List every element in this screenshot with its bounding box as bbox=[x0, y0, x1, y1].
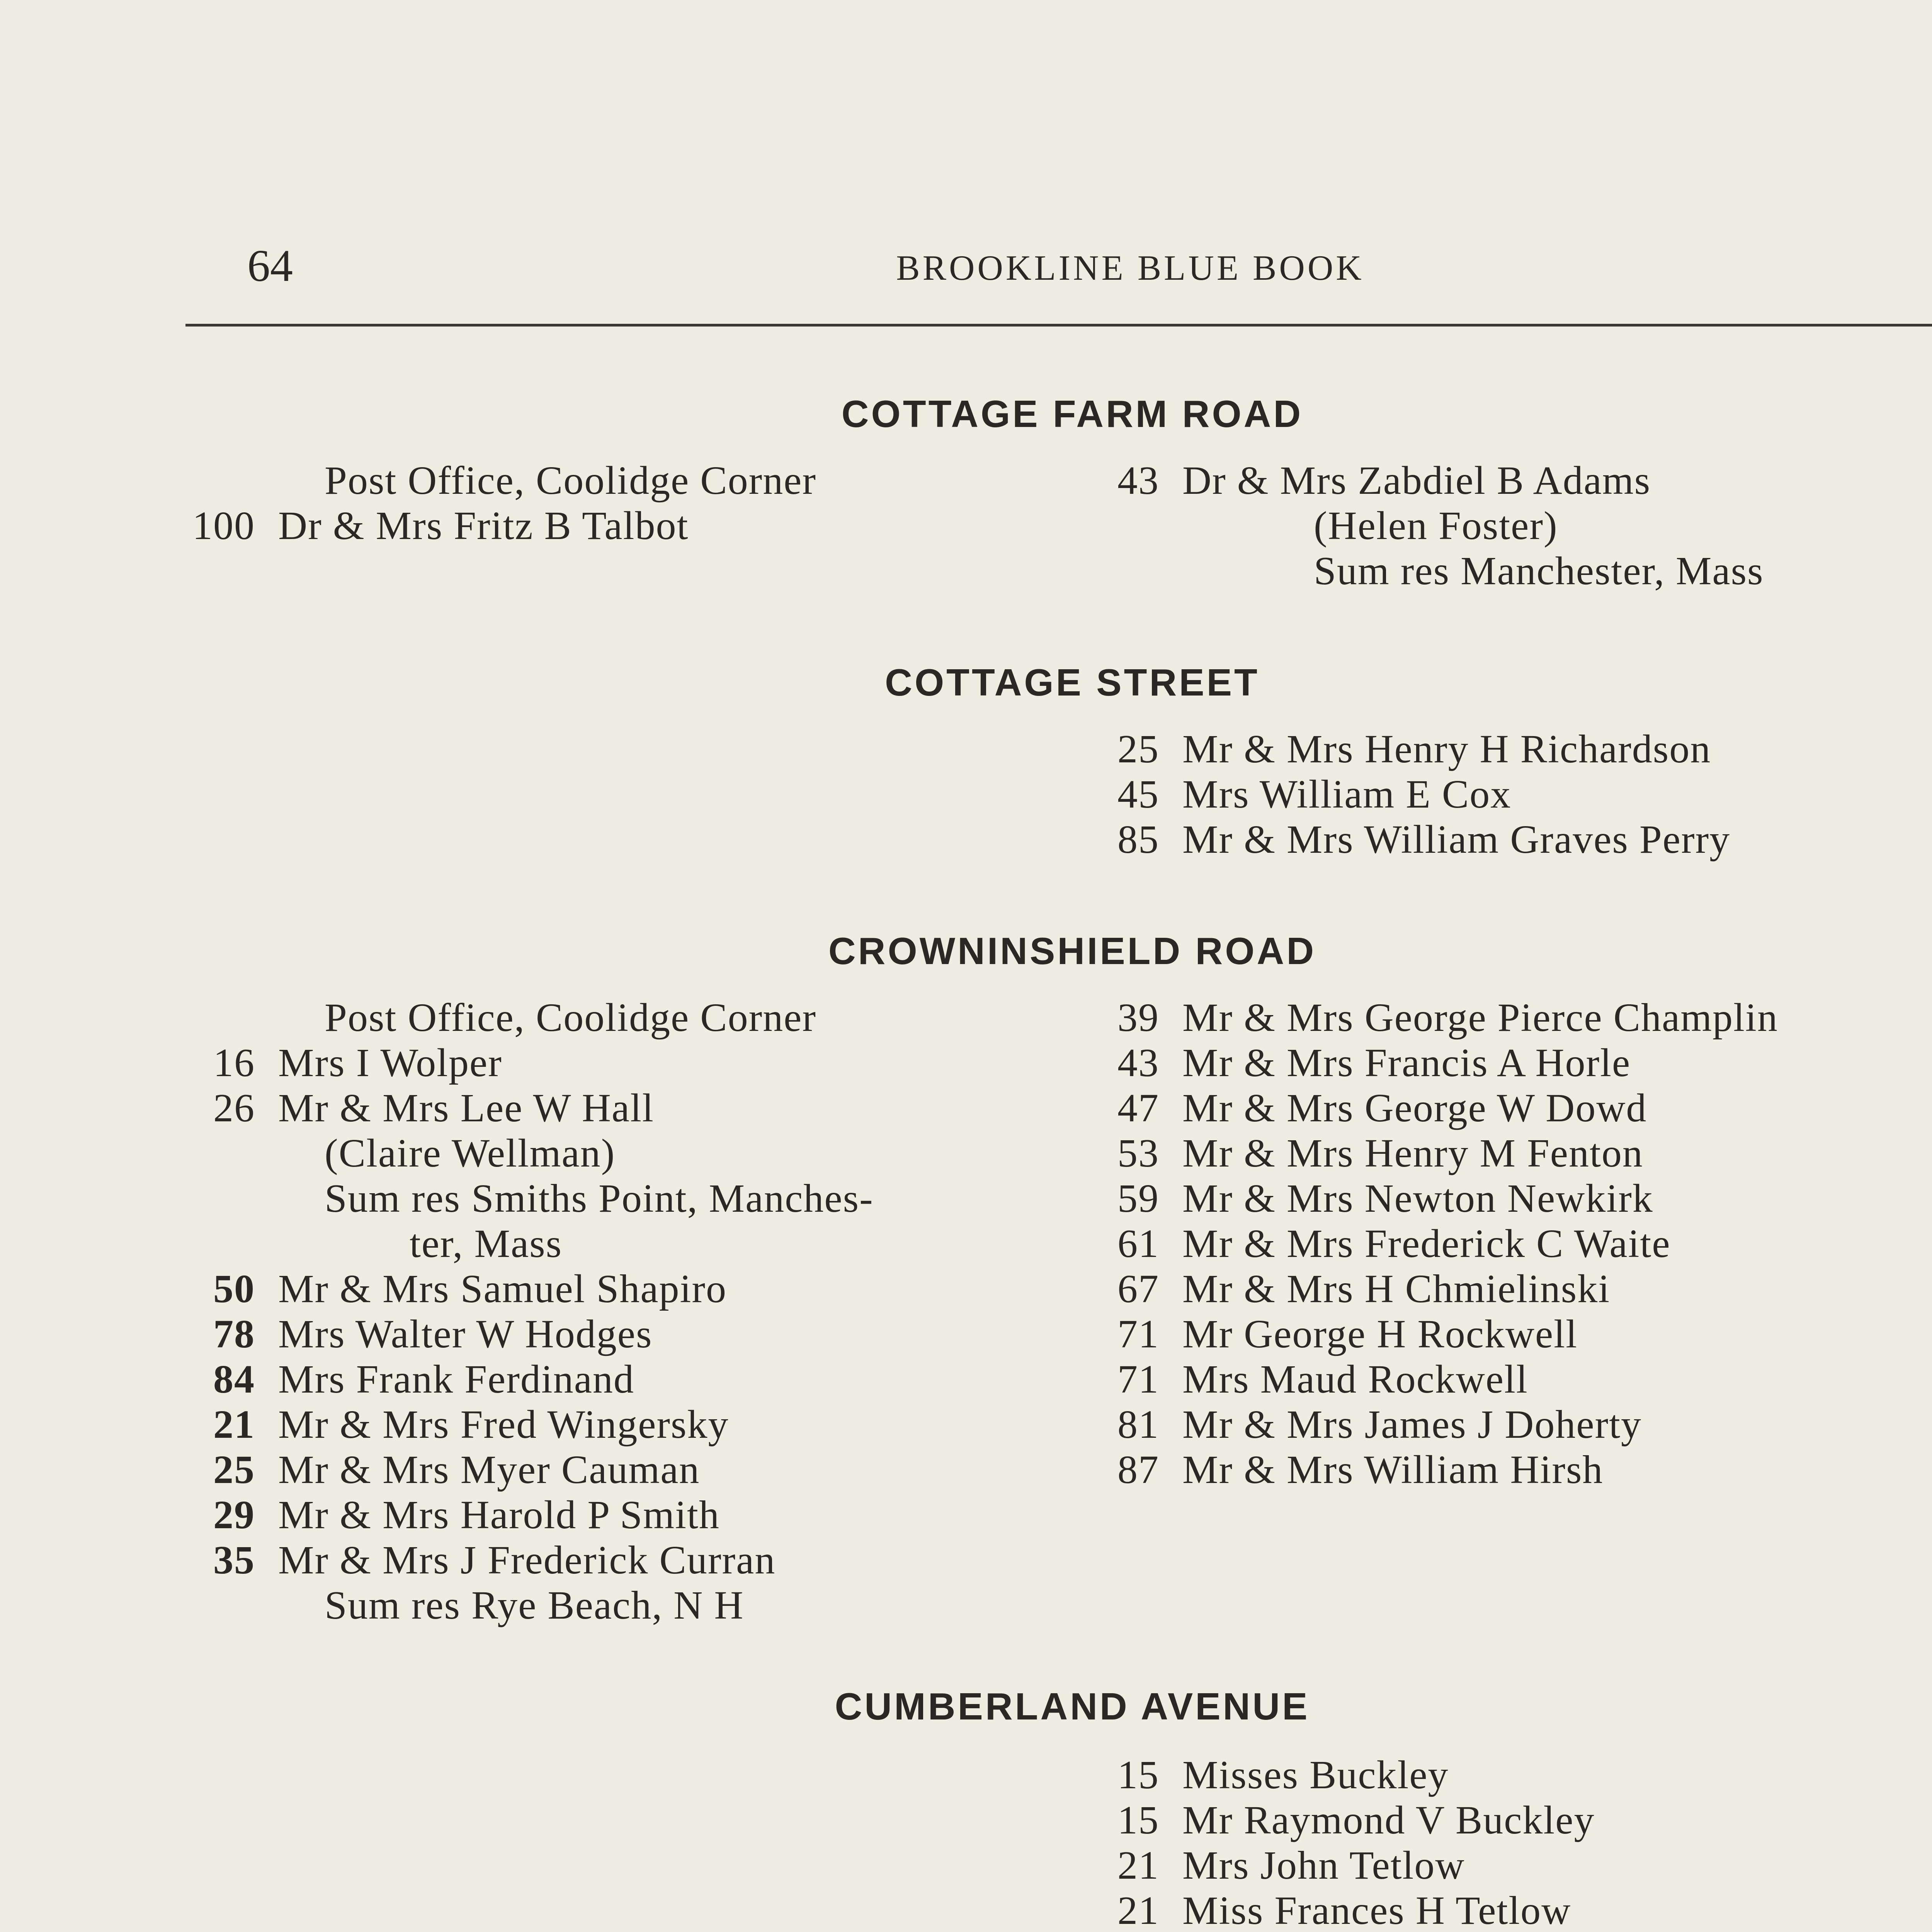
directory-entry: 15 Misses Buckley bbox=[1117, 1753, 1449, 1797]
street-heading-cottage-street: COTTAGE STREET bbox=[885, 661, 1260, 704]
post-office-line: Post Office, Coolidge Corner bbox=[325, 458, 817, 503]
directory-entry: 45 Mrs William E Cox bbox=[1117, 772, 1512, 816]
directory-entry: 71 Mr George H Rockwell bbox=[1117, 1312, 1578, 1356]
directory-entry: 78 Mrs Walter W Hodges bbox=[213, 1312, 653, 1356]
directory-entry: 25 Mr & Mrs Myer Cauman bbox=[213, 1447, 700, 1492]
directory-entry-note: ter, Mass bbox=[410, 1221, 563, 1266]
directory-entry: 16 Mrs I Wolper bbox=[213, 1041, 502, 1085]
post-office-line: Post Office, Coolidge Corner bbox=[325, 995, 817, 1040]
directory-entry: 21 Mr & Mrs Fred Wingersky bbox=[213, 1402, 729, 1447]
street-heading-cottage-farm-road: COTTAGE FARM ROAD bbox=[841, 393, 1303, 435]
directory-entry: 81 Mr & Mrs James J Doherty bbox=[1117, 1402, 1642, 1447]
directory-entry: 15 Mr Raymond V Buckley bbox=[1117, 1798, 1595, 1842]
directory-entry: 87 Mr & Mrs William Hirsh bbox=[1117, 1447, 1604, 1492]
directory-entry: 47 Mr & Mrs George W Dowd bbox=[1117, 1086, 1647, 1130]
directory-entry: 59 Mr & Mrs Newton Newkirk bbox=[1117, 1176, 1653, 1221]
directory-entry-note: Sum res Rye Beach, N H bbox=[325, 1583, 744, 1628]
running-head: BROOKLINE BLUE BOOK bbox=[896, 248, 1364, 287]
directory-entry-note: Sum res Smiths Point, Manches- bbox=[325, 1176, 874, 1221]
directory-entry: 21 Mrs John Tetlow bbox=[1117, 1843, 1465, 1888]
directory-entry: 43 Dr & Mrs Zabdiel B Adams bbox=[1117, 458, 1651, 503]
header-rule bbox=[185, 324, 1932, 327]
page-number: 64 bbox=[247, 240, 293, 291]
directory-entry: 85 Mr & Mrs William Graves Perry bbox=[1117, 817, 1731, 862]
directory-entry: 71 Mrs Maud Rockwell bbox=[1117, 1357, 1528, 1401]
directory-entry: 61 Mr & Mrs Frederick C Waite bbox=[1117, 1221, 1671, 1266]
directory-entry: 67 Mr & Mrs H Chmielinski bbox=[1117, 1267, 1611, 1311]
directory-entry: 39 Mr & Mrs George Pierce Champlin bbox=[1117, 995, 1778, 1040]
directory-entry-note: Sum res Manchester, Mass bbox=[1314, 549, 1764, 593]
directory-entry: 26 Mr & Mrs Lee W Hall bbox=[213, 1086, 654, 1130]
directory-entry: 53 Mr & Mrs Henry M Fenton bbox=[1117, 1131, 1643, 1175]
directory-entry: 50 Mr & Mrs Samuel Shapiro bbox=[213, 1267, 727, 1311]
directory-entry: 35 Mr & Mrs J Frederick Curran bbox=[213, 1538, 776, 1582]
directory-entry-note: (Helen Foster) bbox=[1314, 503, 1558, 548]
street-heading-crowninshield-road: CROWNINSHIELD ROAD bbox=[828, 930, 1316, 972]
directory-entry: 43 Mr & Mrs Francis A Horle bbox=[1117, 1041, 1631, 1085]
directory-entry: 21 Miss Frances H Tetlow bbox=[1117, 1888, 1571, 1932]
directory-entry-note: (Claire Wellman) bbox=[325, 1131, 616, 1175]
directory-entry: 100 Dr & Mrs Fritz B Talbot bbox=[192, 503, 689, 548]
directory-entry: 25 Mr & Mrs Henry H Richardson bbox=[1117, 727, 1711, 771]
directory-entry: 29 Mr & Mrs Harold P Smith bbox=[213, 1493, 720, 1537]
street-heading-cumberland-avenue: CUMBERLAND AVENUE bbox=[835, 1685, 1310, 1728]
directory-entry: 84 Mrs Frank Ferdinand bbox=[213, 1357, 634, 1401]
